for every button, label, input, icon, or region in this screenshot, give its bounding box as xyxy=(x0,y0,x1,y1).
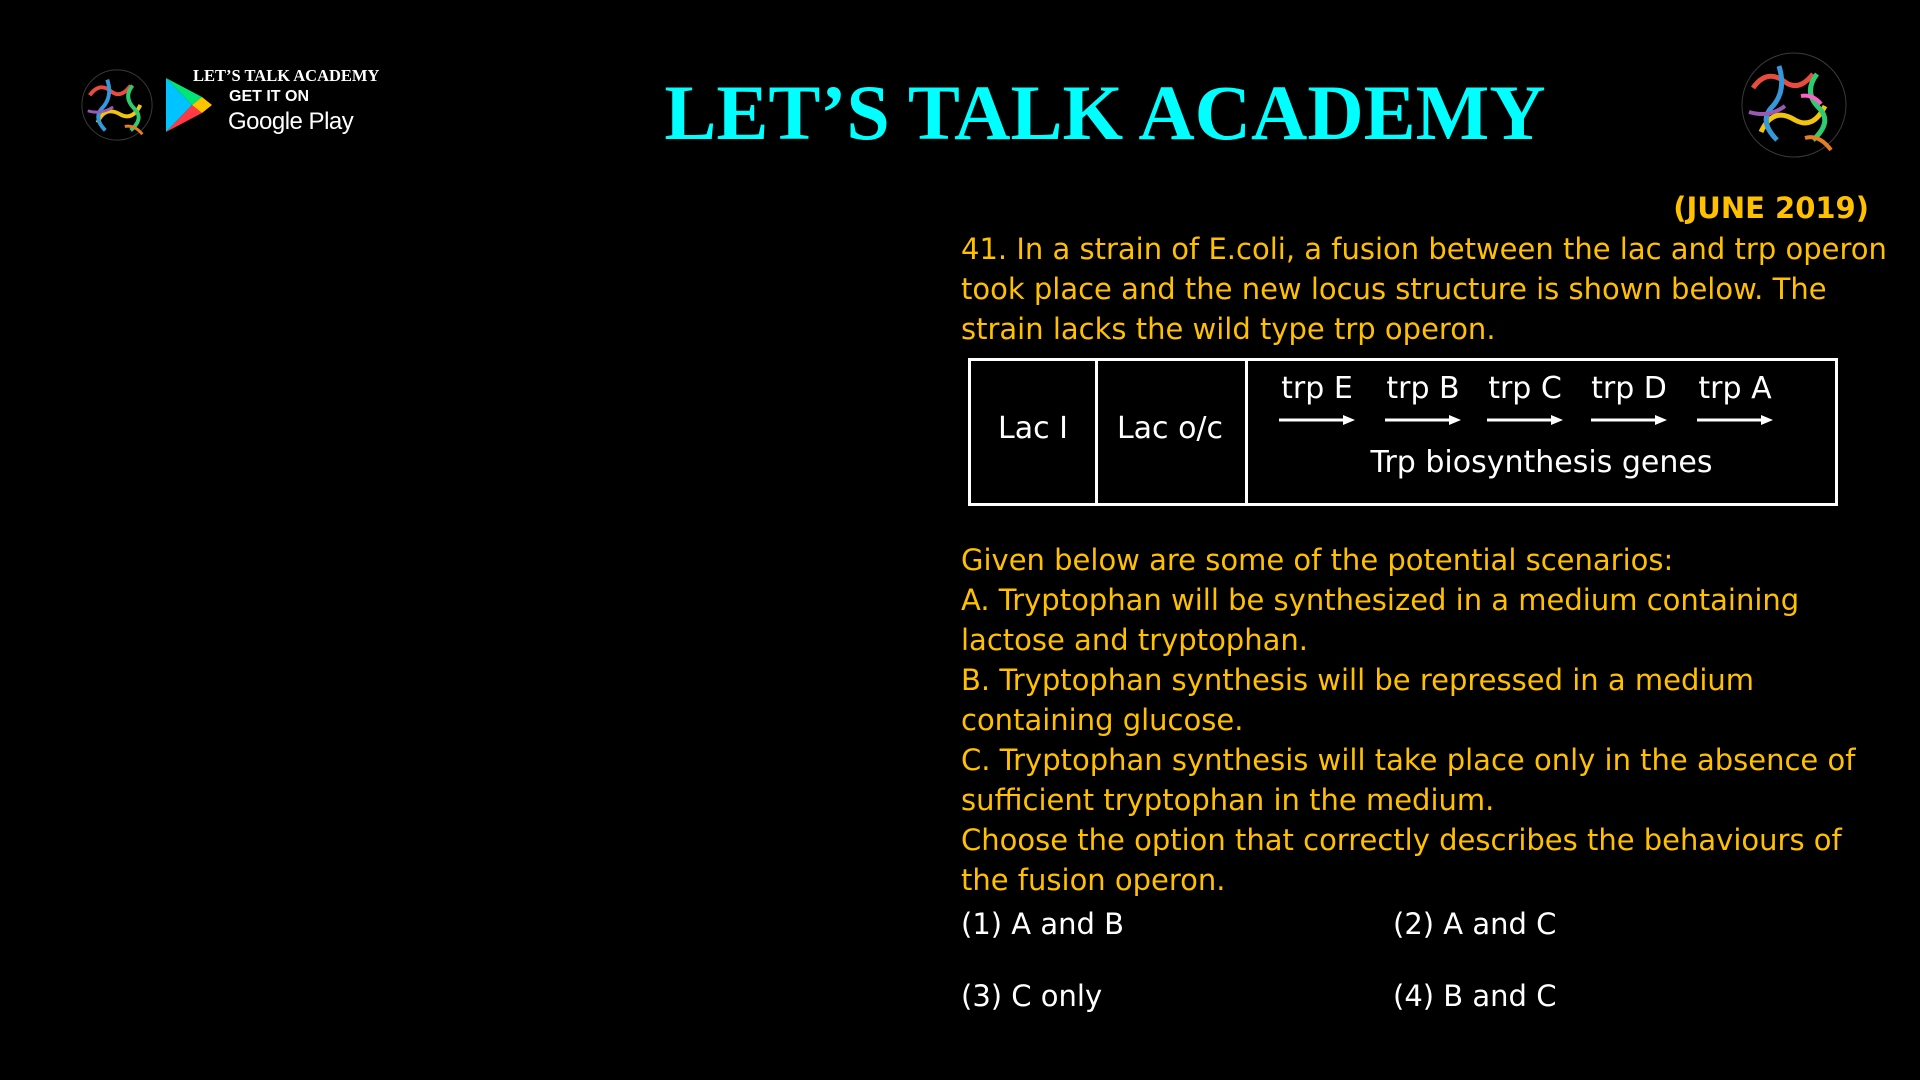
gene-trp-e xyxy=(1272,371,1362,426)
gene-label: trp C xyxy=(1488,371,1562,406)
scenarios-intro: Given below are some of the potential scenarios: xyxy=(961,543,1674,577)
question-stem: 41. In a strain of E.coli, a fusion between the lac and trp operon took place and the new locus structure is shown below. The strain lacks the wild type trp operon. xyxy=(961,232,1887,346)
gene-label: trp E xyxy=(1281,371,1353,406)
badge-store-name: Google Play xyxy=(228,108,354,135)
gene-label: trp D xyxy=(1591,371,1667,406)
right-arrow-icon xyxy=(1279,414,1355,426)
scenario-b: B. Tryptophan synthesis will be repressed in a medium containing glucose. xyxy=(961,663,1755,737)
operon-diagram xyxy=(968,358,1838,506)
badge-academy-name: LET’S TALK ACADEMY xyxy=(193,66,380,85)
gene-trp-d xyxy=(1584,371,1674,426)
question-prompt: Choose the option that correctly describes the behaviours of the fusion operon. xyxy=(961,823,1842,897)
page-title: LET’S TALK ACADEMY xyxy=(664,69,1546,156)
lac-oc-label: Lac o/c xyxy=(1116,411,1224,446)
answer-option-1[interactable]: (1) A and B xyxy=(961,907,1125,941)
gene-label: trp B xyxy=(1386,371,1460,406)
protein-structure-icon xyxy=(1737,48,1851,162)
lac-i-label: Lac I xyxy=(998,411,1068,446)
answer-option-2[interactable]: (2) A and C xyxy=(1393,907,1557,941)
answer-option-4[interactable]: (4) B and C xyxy=(1393,979,1557,1013)
answer-option-3[interactable]: (3) C only xyxy=(961,979,1103,1013)
scenarios-block xyxy=(961,540,1891,900)
gene-trp-b xyxy=(1378,371,1468,426)
right-arrow-icon xyxy=(1591,414,1667,426)
scenario-c: C. Tryptophan synthesis will take place only in the absence of sufficient tryptophan in the medium. xyxy=(961,743,1856,817)
lac-i-cell xyxy=(971,361,1098,503)
right-arrow-icon xyxy=(1487,414,1563,426)
trp-genes-cell xyxy=(1248,361,1835,503)
genes-caption: Trp biosynthesis genes xyxy=(1370,445,1713,480)
badge-get-it-on: GET IT ON xyxy=(229,88,309,105)
scenario-a: A. Tryptophan will be synthesized in a medium containing lactose and tryptophan. xyxy=(961,583,1800,657)
gene-label: trp A xyxy=(1698,371,1772,406)
lac-oc-cell xyxy=(1095,361,1248,503)
exam-tag: (JUNE 2019) xyxy=(1673,191,1869,225)
gene-trp-c xyxy=(1480,371,1570,426)
gene-trp-a xyxy=(1690,371,1780,426)
question-text xyxy=(961,229,1891,349)
right-arrow-icon xyxy=(1385,414,1461,426)
right-arrow-icon xyxy=(1697,414,1773,426)
